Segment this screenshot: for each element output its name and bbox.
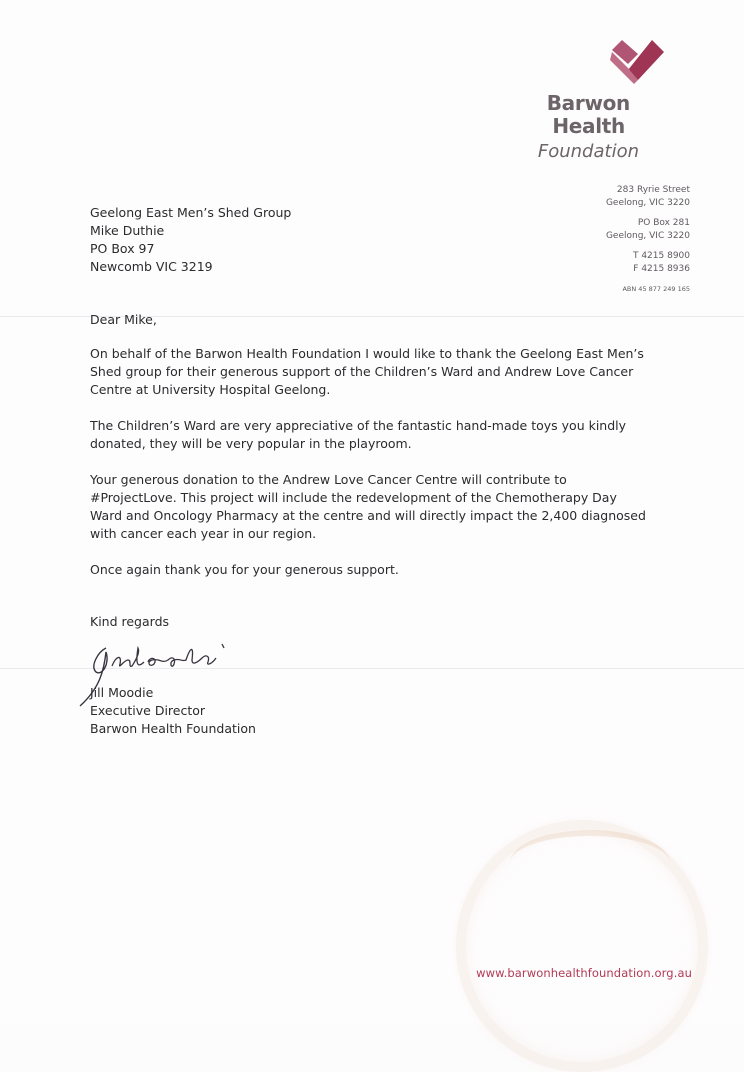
pobox-line1: PO Box 281 bbox=[637, 218, 690, 228]
signatory-title: Executive Director bbox=[90, 703, 206, 718]
paragraph-4: Once again thank you for your generous support. bbox=[90, 562, 399, 577]
paragraph-3: Your generous donation to the Andrew Love Cancer Centre will contribute to #ProjectLove. This project will include the redevelopment of the Chemotherapy Day Ward and Oncology Pharmacy at the centre and will directly impact the 2,400 diagnosed with cancer each year in our region. bbox=[90, 472, 646, 541]
paragraph-2: The Children’s Ward are very appreciative of the fantastic hand-made toys you kindly donated, they will be very popular in the playroom. bbox=[90, 418, 627, 451]
letter-body bbox=[90, 311, 650, 597]
street-address-line2: Geelong, VIC 3220 bbox=[605, 197, 690, 208]
abn-number: ABN 45 877 249 165 bbox=[622, 285, 690, 293]
org-name-line2: Health bbox=[552, 114, 625, 138]
street-address-line1: 283 Ryrie Street bbox=[616, 185, 690, 195]
heart-logo-icon bbox=[608, 40, 668, 86]
salutation: Dear Mike, bbox=[90, 312, 157, 327]
phone-number: T 4215 8900 bbox=[632, 251, 690, 261]
fax-number: F 4215 8936 bbox=[633, 263, 690, 274]
closing: Kind regards bbox=[90, 614, 170, 629]
recipient-address bbox=[90, 204, 291, 276]
signature-block bbox=[90, 684, 256, 738]
website-link[interactable]: www.barwonhealthfoundation.org.au bbox=[476, 966, 692, 980]
coffee-stain bbox=[510, 830, 670, 896]
recipient-line2: Mike Duthie bbox=[90, 223, 165, 238]
contact-details bbox=[606, 184, 690, 296]
org-name-line3: Foundation bbox=[537, 141, 639, 162]
pobox-line2: Geelong, VIC 3220 bbox=[605, 230, 690, 241]
paragraph-1: On behalf of the Barwon Health Foundation I would like to thank the Geelong East Men’s Shed group for their generous support of the Children’s Ward and Andrew Love Cancer Centre at University Hospital Geelong. bbox=[90, 346, 644, 397]
signatory-org: Barwon Health Foundation bbox=[90, 721, 256, 736]
signatory-name: Jill Moodie bbox=[90, 685, 154, 700]
recipient-line1: Geelong East Men’s Shed Group bbox=[90, 205, 292, 220]
org-name-line1: Barwon bbox=[546, 91, 630, 115]
recipient-line4: Newcomb VIC 3219 bbox=[90, 259, 213, 274]
recipient-line3: PO Box 97 bbox=[90, 241, 155, 256]
